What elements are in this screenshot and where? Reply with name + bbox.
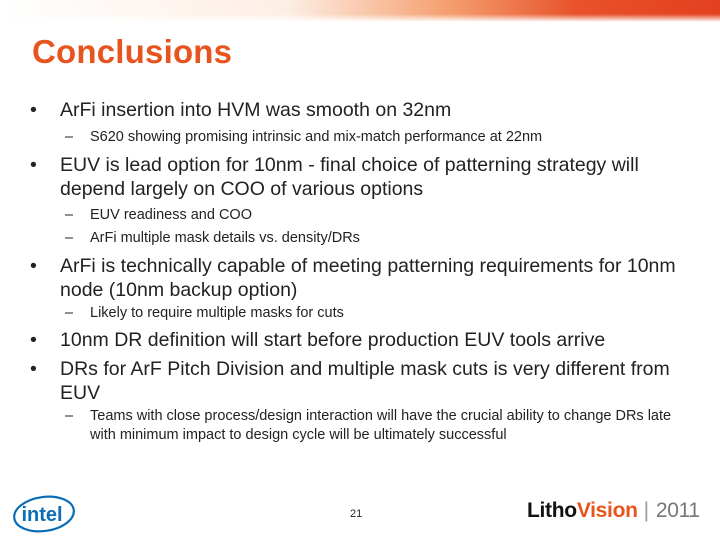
top-gradient-band — [0, 0, 720, 22]
slide-title: Conclusions — [32, 33, 233, 70]
bullet-item: • EUV is lead option for 10nm - final choice of patterning strategy will depend largely on COO of various options — [60, 153, 700, 201]
bullet-item: • ArFi insertion into HVM was smooth on 32nm — [60, 98, 700, 122]
sub-bullet-item: – Likely to require multiple masks for cuts — [90, 304, 690, 323]
lithovision-vision-text: Vision — [576, 499, 638, 522]
intel-logo-text: intel — [21, 504, 63, 526]
footer-separator: | — [643, 499, 649, 522]
lithovision-logo — [527, 499, 700, 523]
sub-bullet-item: – Teams with close process/design interaction will have the crucial ability to change DRs late with minimum impact to design cycle will be ultimately successful — [90, 407, 690, 445]
bullet-item: • 10nm DR definition will start before production EUV tools arrive — [60, 328, 700, 352]
intel-logo — [12, 492, 76, 541]
lithovision-litho-text: Litho — [527, 499, 577, 522]
page-number: 21 — [350, 508, 363, 520]
bullet-item: • ArFi is technically capable of meeting patterning requirements for 10nm node (10nm backup option) — [60, 254, 700, 302]
sub-bullet-item: – S620 showing promising intrinsic and mix-match performance at 22nm — [90, 128, 690, 147]
conference-year: 2011 — [655, 499, 700, 522]
sub-bullet-item: – EUV readiness and COO — [90, 206, 690, 225]
bullet-item: • DRs for ArF Pitch Division and multiple mask cuts is very different from EUV — [60, 357, 700, 405]
sub-bullet-item: – ArFi multiple mask details vs. density/DRs — [90, 229, 690, 248]
